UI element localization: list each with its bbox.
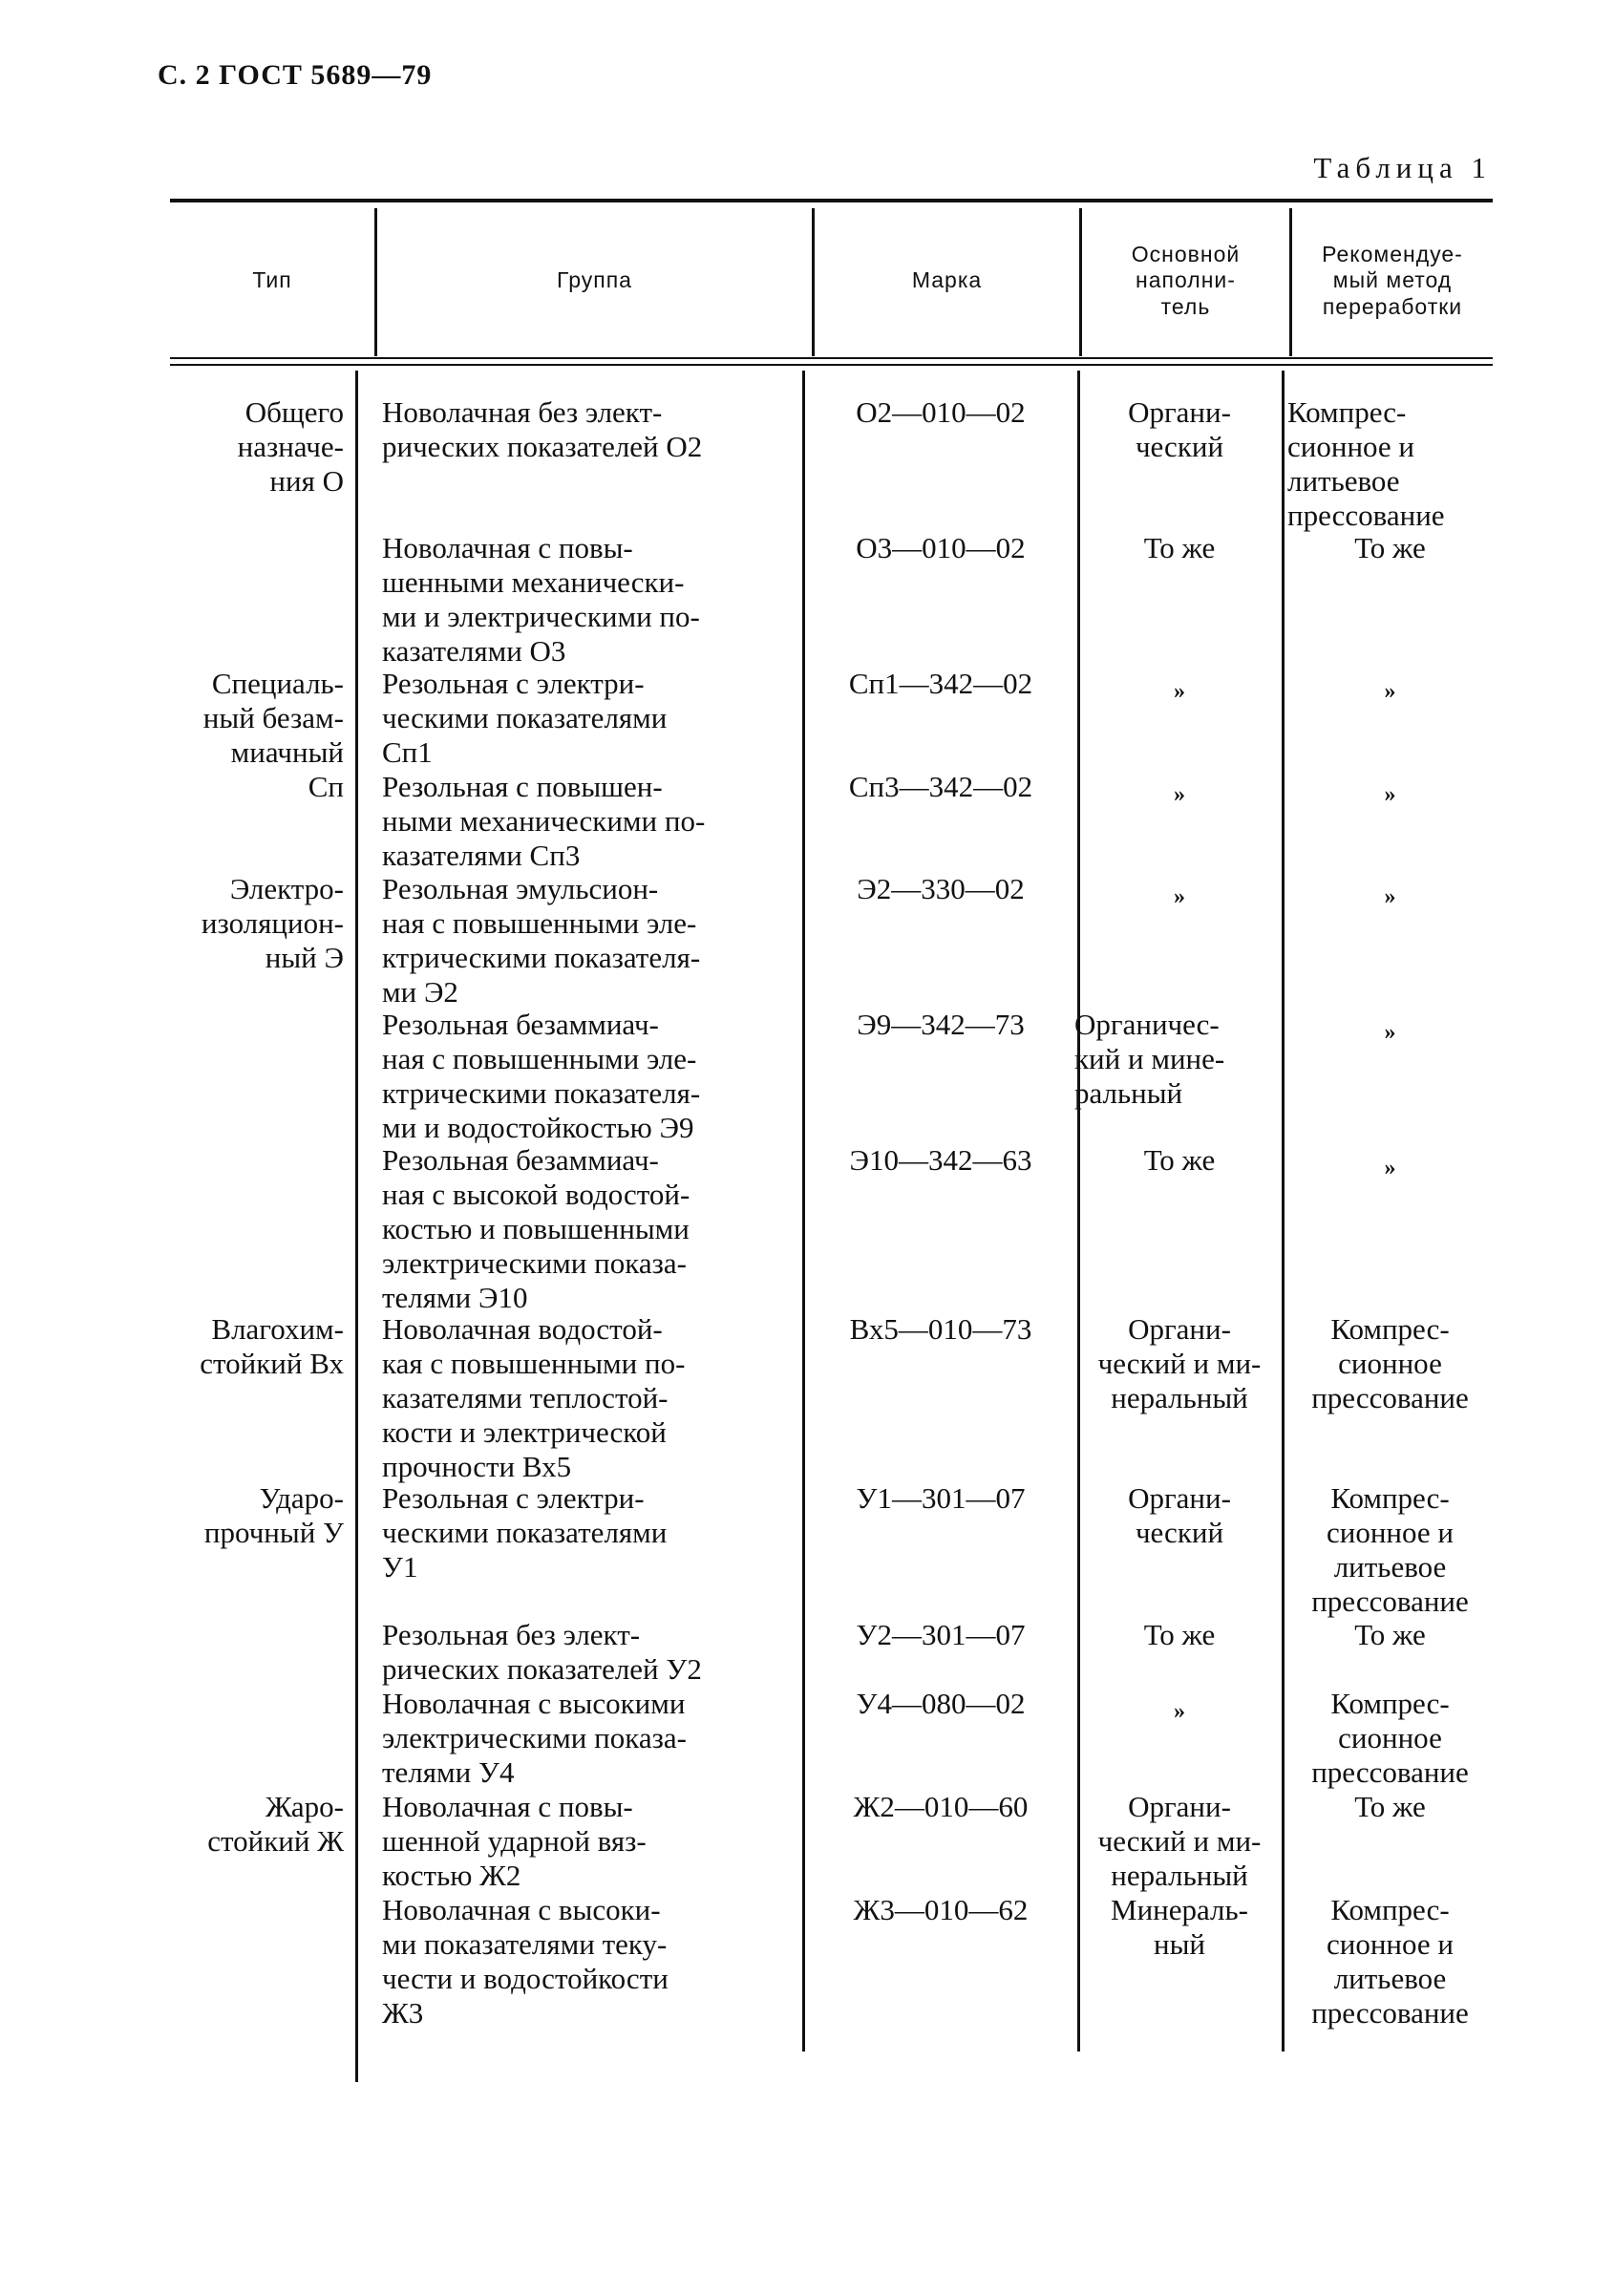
row-mark: Ж3—010—62 (853, 1893, 1029, 1926)
row-filler: Минераль- ный (1111, 1893, 1248, 1961)
table-top-rule (170, 199, 1493, 202)
row-group: Новолачная с высоки- ми показателями теку- чести и водостойкости Ж3 (382, 1893, 669, 2030)
row-group: Резольная без элект- рических показателей У2 (382, 1618, 702, 1686)
row-filler: » (1174, 884, 1185, 909)
row-group: Новолачная водостой- кая с повышенными по- казателями теплостой- кости и электрической прочности Вх5 (382, 1312, 686, 1483)
row-mark: Э9—342—73 (857, 1008, 1025, 1041)
row-method: Компрес- сионное прессование (1311, 1312, 1469, 1414)
row-filler: » (1174, 1699, 1185, 1724)
row-filler: Органи- ческий (1128, 395, 1231, 463)
row-mark: У4—080—02 (856, 1687, 1026, 1720)
row-mark: Э2—330—02 (857, 872, 1025, 905)
row-mark: О2—010—02 (856, 395, 1026, 429)
row-method: » (1384, 1020, 1396, 1045)
row-method: Компрес- сионное и литьевое прессование (1311, 1893, 1469, 2030)
row-filler: То же (1143, 1143, 1216, 1177)
row-filler: Органи- ческий и ми- неральный (1097, 1312, 1262, 1414)
row-type: Жаро- стойкий Ж (207, 1790, 344, 1858)
row-group: Новолачная без элект- рических показателей О2 (382, 395, 703, 463)
row-mark: Сп3—342—02 (848, 770, 1033, 803)
row-filler: » (1174, 679, 1185, 704)
row-mark: У2—301—07 (856, 1618, 1026, 1651)
row-method: Компрес- сионное и литьевое прессование (1311, 1481, 1469, 1618)
row-group: Новолачная с повы- шенными механически- ми и электрическими по- казателями О3 (382, 531, 700, 668)
col-header-filler: Основной наполни- тель (1131, 241, 1241, 319)
row-filler: То же (1143, 1618, 1216, 1651)
row-type: Электро- изоляцион- ный Э (201, 872, 344, 974)
header-bottom-rule-2 (170, 364, 1493, 366)
row-mark: Сп1—342—02 (848, 667, 1033, 700)
page-number: С. 2 (158, 59, 211, 91)
row-group: Новолачная с высокими электрическими показа- телями У4 (382, 1687, 687, 1789)
standard-code: ГОСТ 5689—79 (219, 59, 433, 91)
row-mark: Ж2—010—60 (853, 1790, 1029, 1823)
row-group: Резольная с электри- ческими показателями У1 (382, 1481, 668, 1584)
col-header-mark: Марка (911, 267, 983, 293)
row-method: Компрес- сионное прессование (1311, 1687, 1469, 1789)
row-method: То же (1354, 531, 1426, 564)
row-group: Резольная с электри- ческими показателями Сп1 (382, 667, 668, 769)
row-method: Компрес- сионное и литьевое прессование (1287, 395, 1445, 532)
col-header-method: Рекомендуе- мый метод переработки (1322, 241, 1463, 319)
row-filler: » (1174, 782, 1185, 807)
row-group: Резольная с повышен- ными механическими по- казателями Сп3 (382, 770, 706, 872)
row-filler: Органи- ческий (1128, 1481, 1231, 1549)
row-type: Специаль- ный безам- миачный Сп (202, 667, 344, 803)
header-bottom-rule-1 (170, 357, 1493, 359)
row-type: Влагохим- стойкий Вх (200, 1312, 344, 1380)
row-mark: О3—010—02 (856, 531, 1026, 564)
row-type: Ударо- прочный У (203, 1481, 344, 1549)
row-type: Общего назначе- ния О (237, 395, 344, 498)
row-group: Резольная эмульсион- ная с повышенными эле- ктрическими показателя- ми Э2 (382, 872, 701, 1009)
row-group: Новолачная с повы- шенной ударной вяз- костью Ж2 (382, 1790, 647, 1892)
col-header-group: Группа (557, 267, 632, 293)
row-filler: То же (1143, 531, 1216, 564)
row-method: То же (1354, 1790, 1426, 1823)
col-divider-1-body (355, 371, 358, 2082)
col-header-type: Тип (252, 267, 292, 293)
row-mark: Э10—342—63 (849, 1143, 1032, 1177)
row-filler: Органи- ческий и ми- неральный (1097, 1790, 1262, 1892)
row-method: » (1384, 1156, 1396, 1180)
row-group: Резольная безаммиач- ная с высокой водостой- костью и повышенными электрическими показа- телями Э10 (382, 1143, 690, 1314)
row-mark: Вх5—010—73 (849, 1312, 1032, 1346)
row-group: Резольная безаммиач- ная с повышенными эле- ктрическими показателя- ми и водостойкостью Э9 (382, 1008, 701, 1144)
row-method: » (1384, 679, 1396, 704)
col-divider-2-body (802, 371, 805, 2052)
table-caption: Таблица 1 (1313, 151, 1492, 184)
page-header (158, 59, 432, 92)
row-mark: У1—301—07 (856, 1481, 1026, 1515)
row-method: » (1384, 884, 1396, 909)
row-filler: Органичес- кий и мине- ральный (1074, 1008, 1225, 1110)
row-method: » (1384, 782, 1396, 807)
row-method: То же (1354, 1618, 1426, 1651)
